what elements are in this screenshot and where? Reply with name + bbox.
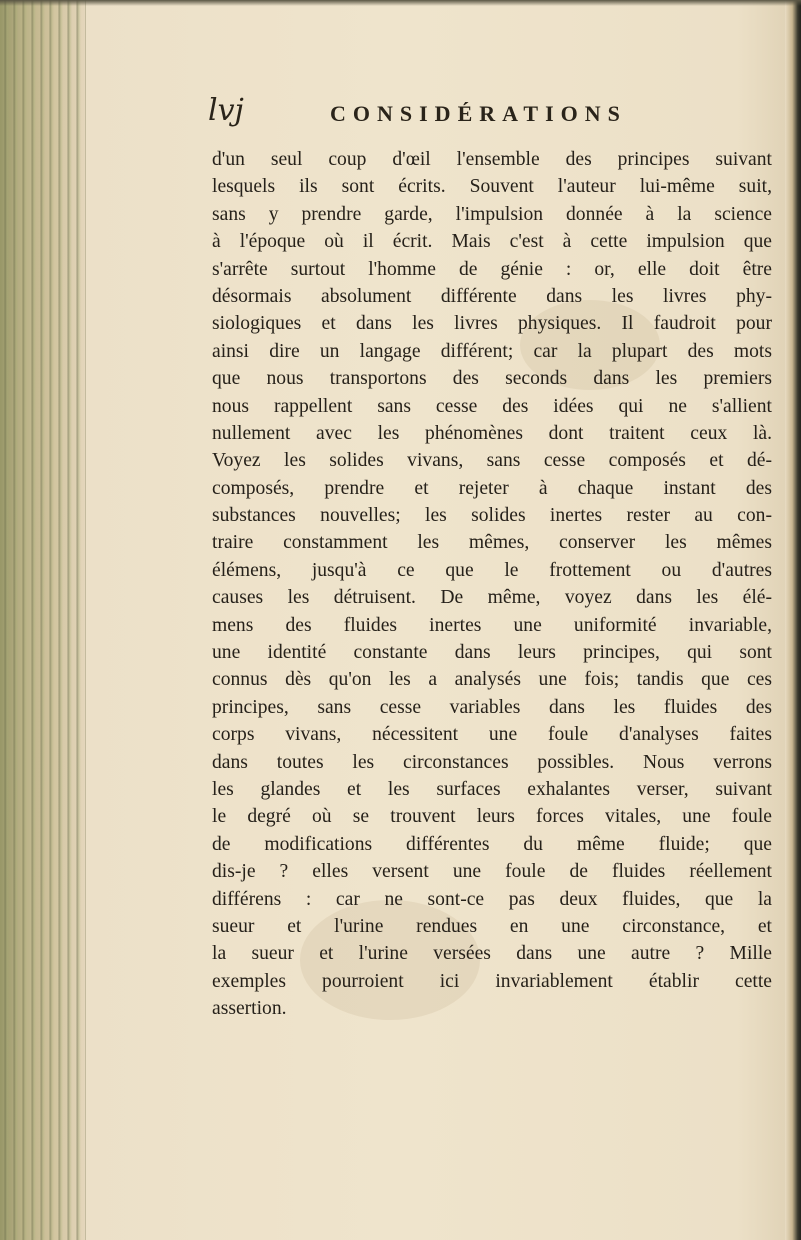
text-line: lesquels ils sont écrits. Souvent l'auteur lui-même suit, xyxy=(212,176,772,198)
text-line: composés, prendre et rejeter à chaque instant des xyxy=(212,477,772,499)
text-line-final: assertion. xyxy=(212,998,287,1020)
page-number: lvj xyxy=(208,93,244,128)
text-line: élémens, jusqu'à ce que le frottement ou d'autres xyxy=(212,559,772,581)
text-line: ainsi dire un langage différent; car la plupart des mots xyxy=(212,340,772,362)
text-line: exemples pourroient ici invariablement établir cette xyxy=(212,970,772,992)
text-line: sans y prendre garde, l'impulsion donnée à la science xyxy=(212,203,772,225)
text-line: que nous transportons des seconds dans les premiers xyxy=(212,368,772,390)
text-line: principes, sans cesse variables dans les fluides des xyxy=(212,696,772,718)
text-line: nullement avec les phénomènes dont traitent ceux là. xyxy=(212,422,772,444)
text-line: Voyez les solides vivans, sans cesse composés et dé- xyxy=(212,450,772,472)
text-line: dis-je ? elles versent une foule de fluides réellement xyxy=(212,861,772,883)
text-line: de modifications différentes du même fluide; que xyxy=(212,833,772,855)
body-text xyxy=(212,146,772,1023)
text-line: nous rappellent sans cesse des idées qui ne s'allient xyxy=(212,395,772,417)
text-line: d'un seul coup d'œil l'ensemble des principes suivant xyxy=(212,149,772,170)
text-line: siologiques et dans les livres physiques. Il faudroit pour xyxy=(212,313,772,335)
text-line: causes les détruisent. De même, voyez dans les élé- xyxy=(212,587,772,609)
text-line: traire constamment les mêmes, conserver les mêmes xyxy=(212,532,772,554)
page-right-edge xyxy=(785,0,801,1240)
text-line: les glandes et les surfaces exhalantes verser, suivant xyxy=(212,778,772,800)
text-line: le degré où se trouvent leurs forces vitales, une foule xyxy=(212,806,772,828)
page-header xyxy=(208,93,678,133)
text-line: corps vivans, nécessitent une foule d'analyses faites xyxy=(212,724,772,746)
text-line: s'arrête surtout l'homme de génie : or, elle doit être xyxy=(212,258,772,280)
running-title: CONSIDÉRATIONS xyxy=(330,101,627,126)
text-line: une identité constante dans leurs principes, qui sont xyxy=(212,642,772,664)
text-line: à l'époque où il écrit. Mais c'est à cette impulsion que xyxy=(212,231,772,253)
text-line: substances nouvelles; les solides inertes rester au con- xyxy=(212,505,772,527)
text-line: mens des fluides inertes une uniformité invariable, xyxy=(212,614,772,636)
text-line: la sueur et l'urine versées dans une autre ? Mille xyxy=(212,943,772,965)
text-line: désormais absolument différente dans les livres phy- xyxy=(212,285,772,307)
text-line: dans toutes les circonstances possibles. Nous verrons xyxy=(212,751,772,773)
text-line: connus dès qu'on les a analysés une fois; tandis que ces xyxy=(212,669,772,691)
book-binding-edge xyxy=(0,0,86,1240)
page-top-edge xyxy=(0,0,801,6)
text-line: sueur et l'urine rendues en une circonstance, et xyxy=(212,915,772,937)
text-line: différens : car ne sont-ce pas deux fluides, que la xyxy=(212,888,772,910)
